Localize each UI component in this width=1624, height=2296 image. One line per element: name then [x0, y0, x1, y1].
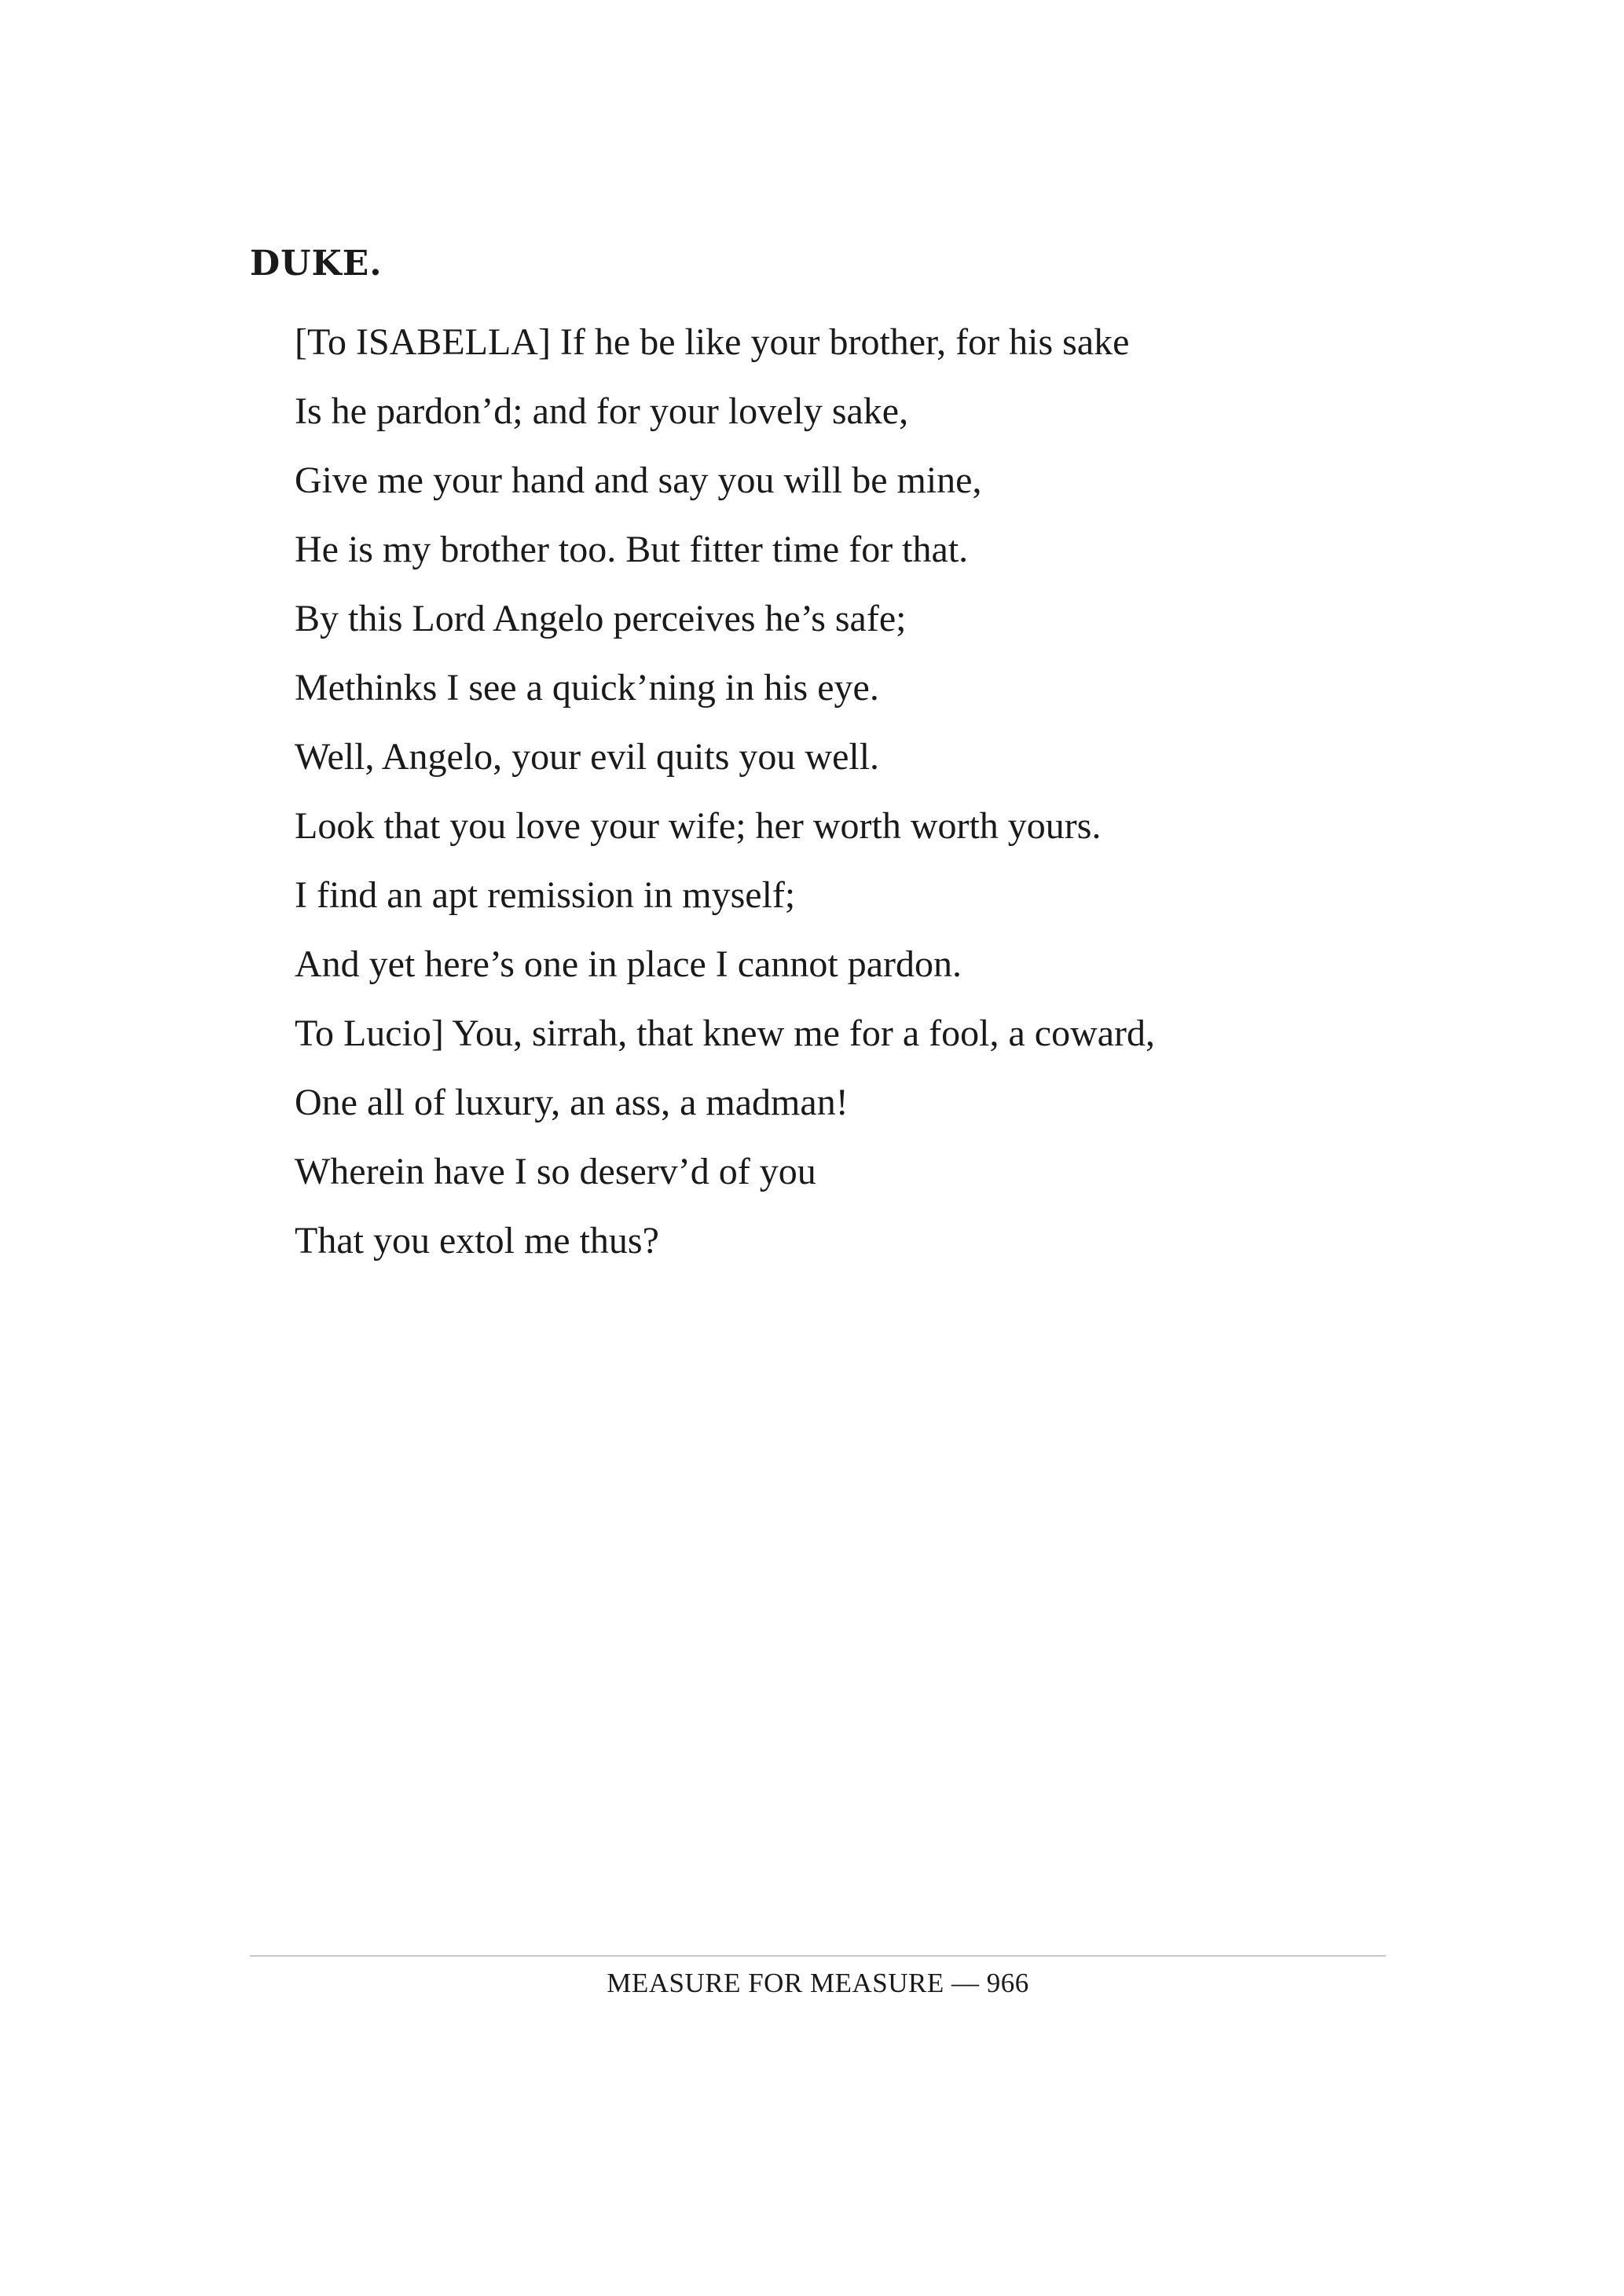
verse-line: And yet here’s one in place I cannot pardon.	[295, 943, 962, 985]
verse-line: Give me your hand and say you will be mine,	[295, 460, 982, 501]
running-footer: MEASURE FOR MEASURE — 966	[607, 1968, 1029, 1998]
verse-line: One all of luxury, an ass, a madman!	[295, 1082, 849, 1123]
verse-line: Look that you love your wife; her worth worth yours.	[295, 805, 1102, 847]
verse-line: To Lucio] You, sirrah, that knew me for a fool, a coward,	[295, 1013, 1156, 1054]
verse-block	[295, 308, 1155, 1276]
speaker-name: DUKE.	[250, 244, 383, 284]
verse-line: [To ISABELLA] If he be like your brother, for his sake	[295, 321, 1130, 363]
verse-line: Wherein have I so deserv’d of you	[295, 1151, 816, 1192]
verse-line: Well, Angelo, your evil quits you well.	[295, 736, 880, 778]
verse-line: That you extol me thus?	[295, 1220, 659, 1262]
verse-line: He is my brother too. But fitter time for that.	[295, 529, 969, 570]
verse-line: Is he pardon’d; and for your lovely sake,	[295, 390, 909, 432]
verse-line: Methinks I see a quick’ning in his eye.	[295, 667, 879, 709]
footer-divider	[250, 1955, 1386, 1957]
verse-line: By this Lord Angelo perceives he’s safe;	[295, 598, 907, 639]
verse-line: I find an apt remission in myself;	[295, 874, 796, 916]
